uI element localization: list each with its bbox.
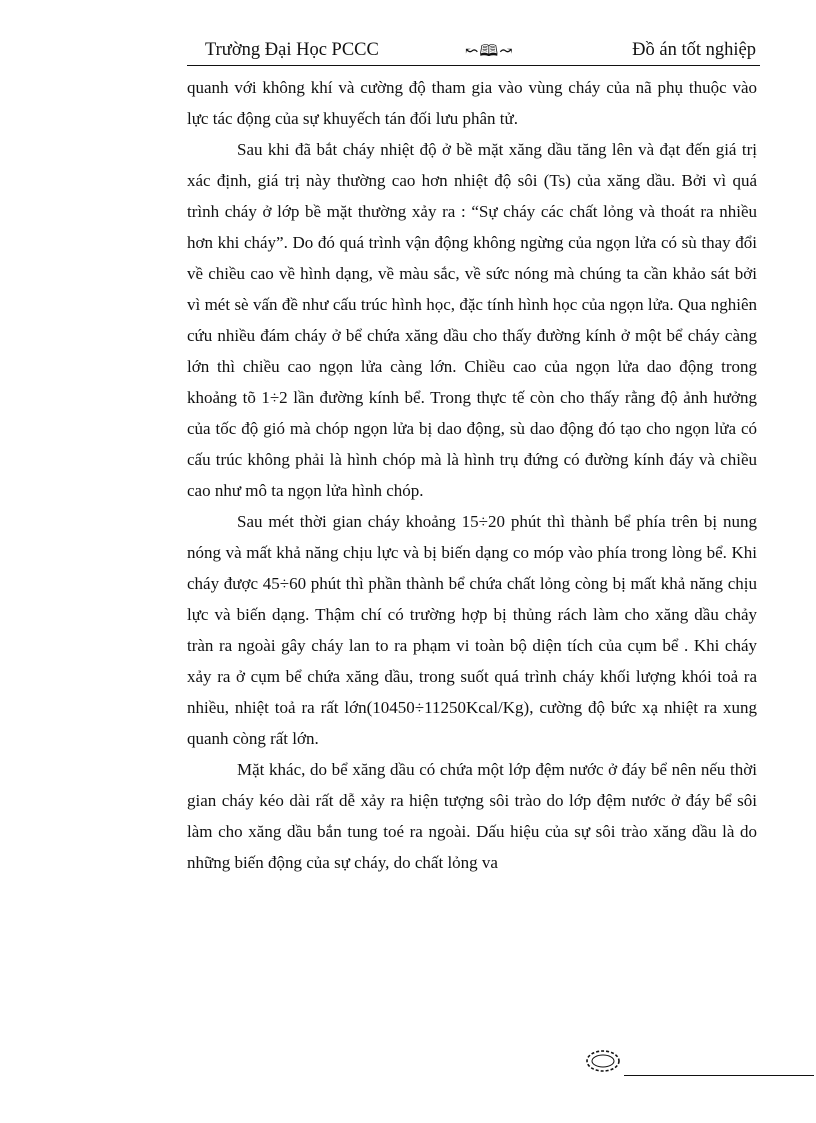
paragraph-4: Mặt khác, do bể xăng dầu có chứa một lớp đệm nước ở đáy bể nên nếu thời gian cháy kéo dài rất dễ xảy ra hiện tượng sôi trào do lớp đệm nước ở đáy bể sôi làm cho xăng dầu bắn tung toé ra ngoài. Dấu hiệu của sự sôi trào xăng dầu là do những biến động của sự cháy, do chất lỏng va: [187, 760, 757, 872]
paragraph-1: quanh với không khí và cường độ tham gia vào vùng cháy của nã phụ thuộc vào lực tác động của sự khuyếch tán đối lưu phân tử.: [187, 78, 757, 128]
page-header: [187, 36, 760, 66]
header-rule: [187, 65, 760, 66]
scroll-ornament-icon: [583, 1047, 623, 1075]
paragraph-2: Sau khi đã bắt cháy nhiệt độ ở bề mặt xăng dầu tăng lên và đạt đến giá trị xác định, giá trị này thường cao hơn nhiệt độ sôi (Ts) của xăng dầu. Bởi vì quá trình cháy ở lớp bề mặt thường xảy ra : “Sự cháy các chất lỏng và thoát ra nhiều hơn khi cháy”. Do đó quá trình vận động không ngừng của ngọn lửa có sù thay đổi về chiều cao về hình dạng, về màu sắc, về sức nóng mà chúng ta cần khảo sát bởi vì mét sè vấn đề như cấu trúc hình học, đặc tính hình học của ngọn lửa. Qua nghiên cứu nhiều đám cháy ở bể chứa xăng dầu cho thấy đường kính ở một bể cháy càng lớn thì chiều cao ngọn lửa càng lớn. Chiều cao của ngọn lửa dao động trong khoảng tõ 1÷2 lần đường kính bể. Trong thực tế còn cho thấy rằng độ ảnh hưởng của tốc độ gió mà chóp ngọn lửa bị dao động, sù dao động đó tạo cho ngọn lửa có cấu trúc không phải là hình chóp mà là hình trụ đứng có đường kính đáy và chiều cao như mô ta ngọn lửa hình chóp.: [187, 140, 757, 500]
header-school-name: Trường Đại Học PCCC: [205, 40, 379, 60]
paragraph-3: Sau mét thời gian cháy khoảng 15÷20 phút thì thành bể phía trên bị nung nóng và mất khả năng chịu lực và bị biến dạng co móp vào phía trong lòng bể. Khi cháy được 45÷60 phút thì phần thành bể chứa chất lỏng còng bị mất khả năng chịu lực và biến dạng. Thậm chí có trường hợp bị thủng rách làm cho xăng dầu chảy tràn ra ngoài gây cháy lan to ra phạm vi toàn bộ diện tích của cụm bể . Khi cháy xảy ra ở cụm bể chứa xăng dầu, trong suốt quá trình cháy khối lượng khói toả ra nhiều, nhiệt toả ra rất lớn(10450÷11250Kcal/Kg), cường độ bức xạ nhiệt ra xung quanh còng rất lớn.: [187, 512, 757, 748]
book-ornament-icon: ↜🕮↝: [465, 43, 514, 60]
body-text: [187, 72, 757, 878]
header-document-type: Đồ án tốt nghiệp: [632, 40, 756, 60]
footer-rule: [624, 1075, 814, 1076]
